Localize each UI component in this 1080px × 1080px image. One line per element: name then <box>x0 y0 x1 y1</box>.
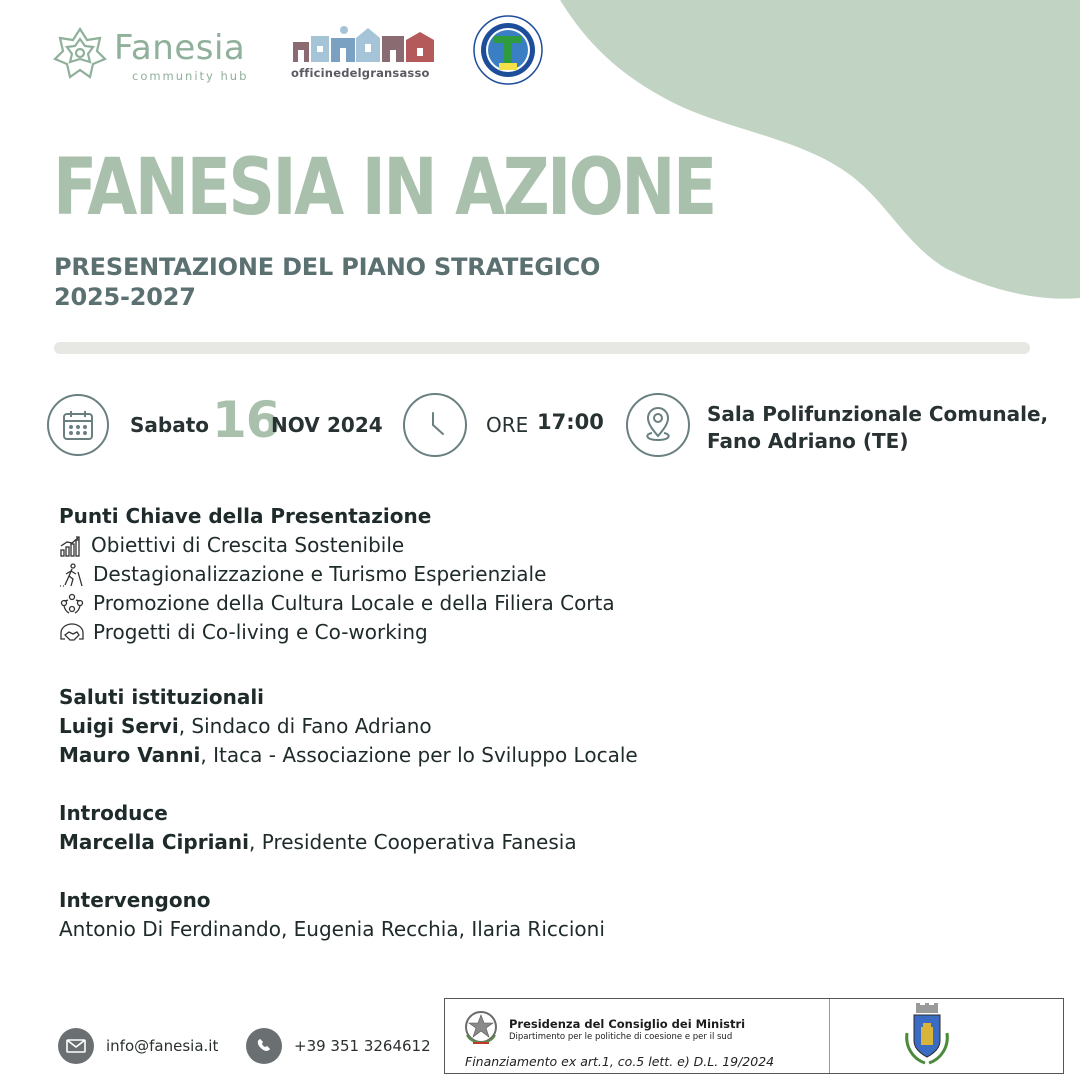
event-time: 17:00 <box>537 410 604 434</box>
person-role: , Itaca - Associazione per lo Sviluppo Locale <box>200 743 638 767</box>
clock-icon <box>403 393 467 457</box>
key-point-label: Promozione della Cultura Locale e della Filiera Corta <box>93 591 615 615</box>
event-year: 2024 <box>327 413 383 437</box>
phone-text[interactable]: +39 351 3264612 <box>294 1037 431 1055</box>
italian-republic-emblem-icon <box>463 1009 499 1049</box>
village-houses-icon <box>290 24 438 66</box>
gov-department: Dipartimento per le politiche di coesione e per il sud <box>509 1032 733 1042</box>
greeting-person <box>59 712 638 741</box>
phone-contact[interactable] <box>246 1028 431 1064</box>
fanesia-mark-icon <box>52 26 108 82</box>
key-point-item <box>59 618 615 647</box>
key-point-label: Progetti di Co-living e Co-working <box>93 620 428 644</box>
time-label: ORE <box>486 413 529 437</box>
itaca-logo <box>472 14 544 86</box>
gov-presidency: Presidenza del Consiglio dei Ministri <box>509 1017 746 1031</box>
location-line-2: Fano Adriano (TE) <box>707 429 909 453</box>
funding-box <box>444 998 1064 1074</box>
key-point-item <box>59 531 615 560</box>
calendar-icon <box>47 394 109 456</box>
growth-chart-icon <box>59 535 83 557</box>
event-subtitle <box>54 252 600 312</box>
greetings-heading: Saluti istituzionali <box>59 685 265 709</box>
greetings-section <box>59 683 638 770</box>
subtitle-line-1: PRESENTAZIONE DEL PIANO STRATEGICO <box>54 253 601 281</box>
key-points-section <box>59 502 615 647</box>
officine-logo <box>290 24 440 84</box>
event-day-name: Sabato <box>130 413 210 437</box>
funding-reference: Finanziamento ex art.1, co.5 lett. e) D.L. 19/2024 <box>465 1054 775 1069</box>
key-points-heading: Punti Chiave della Presentazione <box>59 504 432 528</box>
person-name: Mauro Vanni <box>59 743 201 767</box>
key-point-item <box>59 589 615 618</box>
speakers-section <box>59 886 605 944</box>
event-day-number: 16 <box>212 391 280 449</box>
subtitle-line-2: 2025-2027 <box>54 283 196 311</box>
key-point-item <box>59 560 615 589</box>
hiker-icon <box>59 563 85 587</box>
fanesia-logo <box>52 24 262 84</box>
key-point-label: Obiettivi di Crescita Sostenibile <box>91 533 405 557</box>
location-line-1: Sala Polifunzionale Comunale, <box>707 402 1049 426</box>
person-name: Marcella Cipriani <box>59 830 250 854</box>
fanesia-tagline: community hub <box>132 69 249 83</box>
community-icon <box>59 592 85 616</box>
email-text[interactable]: info@fanesia.it <box>106 1037 219 1055</box>
handshake-icon <box>59 621 85 645</box>
location-pin-icon <box>626 393 690 457</box>
box-separator <box>829 999 830 1073</box>
person-role: , Sindaco di Fano Adriano <box>178 714 432 738</box>
speakers-names: Antonio Di Ferdinando, Eugenia Recchia, Ilaria Riccioni <box>59 917 605 941</box>
speakers-heading: Intervengono <box>59 888 211 912</box>
section-divider <box>54 342 1030 354</box>
fanesia-wordmark: Fanesia <box>114 28 246 68</box>
officine-wordmark: officinedelgransasso <box>291 66 430 80</box>
introduce-heading: Introduce <box>59 801 168 825</box>
whatsapp-icon <box>246 1028 282 1064</box>
person-name: Luigi Servi <box>59 714 179 738</box>
email-contact[interactable] <box>58 1028 218 1064</box>
event-month: NOV <box>271 413 320 437</box>
person-role: , Presidente Cooperativa Fanesia <box>249 830 577 854</box>
email-icon <box>58 1028 94 1064</box>
municipal-crest-icon <box>901 1003 953 1069</box>
introduce-person <box>59 828 577 857</box>
event-title: FANESIA IN AZIONE <box>53 143 715 233</box>
key-point-label: Destagionalizzazione e Turismo Esperienziale <box>93 562 547 586</box>
introduce-section <box>59 799 577 857</box>
greeting-person <box>59 741 638 770</box>
